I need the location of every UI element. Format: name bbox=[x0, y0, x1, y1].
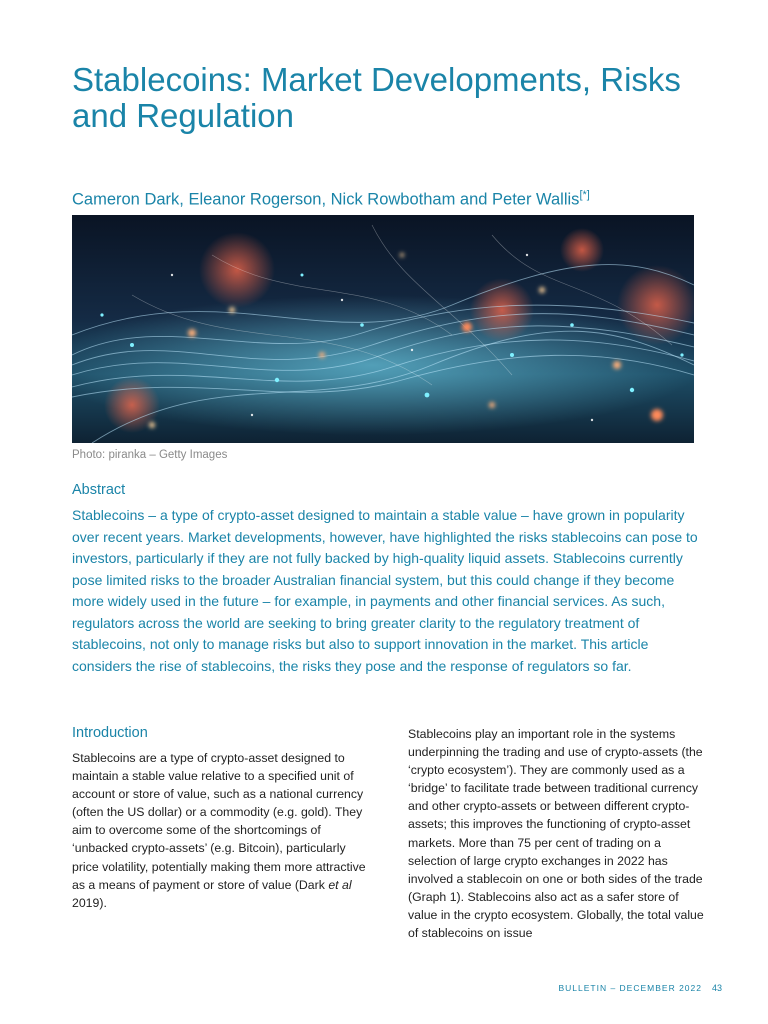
intro-left-text-end: 2019). bbox=[72, 895, 107, 910]
footer-publication: BULLETIN – DECEMBER 2022 bbox=[558, 983, 702, 993]
article-authors bbox=[72, 184, 712, 211]
intro-left-text: Stablecoins are a type of crypto-asset designed to maintain a stable value relative to a specified unit of account or store of value, such as a national currency (often the US dollar) or a commodity (e.g. gold). They aim to overcome some of the shortcomings of ‘unbacked crypto-assets’ (e.g. Bitcoin), particularly price volatility, potentially making them more attractive as a means of payment or store of value (Dark bbox=[72, 751, 366, 892]
author-names: Cameron Dark, Eleanor Rogerson, Nick Rowbotham and Peter Wallis bbox=[72, 190, 580, 209]
abstract-heading: Abstract bbox=[72, 482, 126, 498]
introduction-paragraph-right: Stablecoins play an important role in the systems underpinning the trading and use of crypto-assets (the ‘crypto ecosystem’). They are commonly used as a ‘bridge’ to facilitate trade between traditional currency and other crypto-assets or between different crypto-assets; this improves the functioning of crypto-asset markets. More than 75 per cent of trading on a selection of large crypto exchanges in 2022 has involved a stablecoin on one or both sides of the trade (Graph 1). Stablecoins also act as a safer store of value in the crypto ecosystem. Globally, the total value of stablecoins on issue bbox=[408, 727, 704, 941]
introduction-paragraph-left bbox=[72, 749, 368, 912]
article-title: Stablecoins: Market Developments, Risks and Regulation bbox=[72, 61, 681, 134]
intro-left-italic: et al bbox=[328, 877, 352, 892]
hero-photo bbox=[72, 215, 694, 443]
photo-caption: Photo: piranka – Getty Images bbox=[72, 449, 228, 461]
abstract-text: Stablecoins – a type of crypto-asset designed to maintain a stable value – have grown in popularity over recent years. Market developments, however, have highlighted the risks stablecoins can pose to investors, particularly if they are not fully backed by high-quality liquid assets. Stablecoins currently pose limited risks to the broader Australian financial system, but this could change if they become more widely used in the future – for example, in payments and other financial services. As such, regulators across the world are seeking to bring greater clarity to the regulatory treatment of stablecoins, not only to manage risks but also to support innovation in the market. This article considers the rise of stablecoins, the risks they pose and the response of regulators so far. bbox=[72, 507, 698, 674]
page-number: 43 bbox=[711, 983, 722, 993]
introduction-heading: Introduction bbox=[72, 725, 148, 741]
author-footnote-link[interactable]: [*] bbox=[579, 189, 590, 201]
page-footer bbox=[520, 983, 722, 993]
